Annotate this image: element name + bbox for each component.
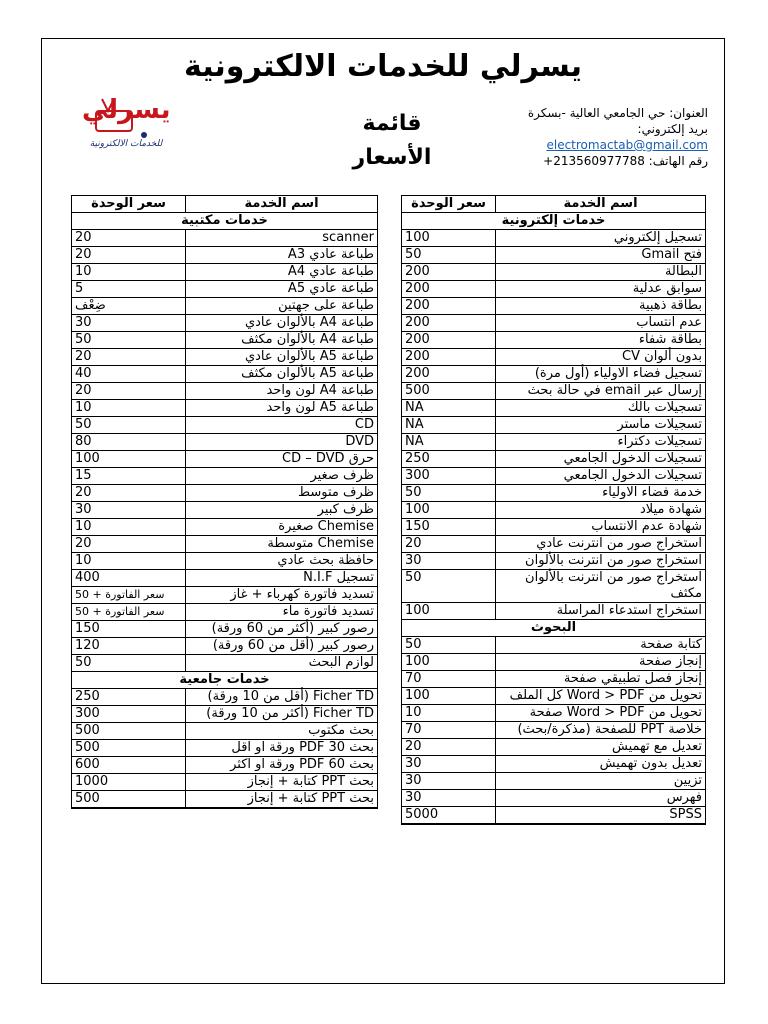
- contact-info: [488, 105, 708, 169]
- price-cell: 300: [402, 468, 496, 485]
- table-row: [72, 536, 378, 553]
- table-row: [72, 791, 378, 808]
- left-table-body: [72, 213, 378, 809]
- price-cell: 10: [72, 553, 186, 570]
- email-link[interactable]: electromactab@gmail.com: [546, 138, 708, 152]
- price-cell: 30: [402, 790, 496, 807]
- table-row: [402, 230, 706, 247]
- price-cell: 20: [72, 247, 186, 264]
- service-cell: خدمة فضاء الاولياء: [496, 485, 706, 502]
- table-row: [72, 315, 378, 332]
- service-cell: البطالة: [496, 264, 706, 281]
- section-header-row: [402, 213, 706, 230]
- service-cell: Ficher TD (أقل من 10 ورقة): [186, 689, 378, 706]
- price-cell: NA: [402, 434, 496, 451]
- table-row: [72, 655, 378, 672]
- price-cell: [402, 824, 496, 825]
- service-cell: [186, 808, 378, 809]
- table-row: [72, 332, 378, 349]
- table-row: [402, 824, 706, 825]
- table-row: [72, 587, 378, 604]
- service-cell: تعديل مع تهميش: [496, 739, 706, 756]
- price-cell: 50: [402, 637, 496, 654]
- table-row: [72, 349, 378, 366]
- service-cell: تسجيلات بالك: [496, 400, 706, 417]
- service-cell: بدون ألوان CV: [496, 349, 706, 366]
- service-cell: شهادة عدم الانتساب: [496, 519, 706, 536]
- service-cell: فتح Gmail: [496, 247, 706, 264]
- table-row: [72, 298, 378, 315]
- table-row: [72, 706, 378, 723]
- price-cell: 150: [402, 519, 496, 536]
- table-row: [72, 264, 378, 281]
- table-row: [402, 281, 706, 298]
- table-row: [72, 740, 378, 757]
- service-cell: سوابق عدلية: [496, 281, 706, 298]
- price-cell: 150: [72, 621, 186, 638]
- price-cell: 40: [72, 366, 186, 383]
- service-cell: كتابة صفحة: [496, 637, 706, 654]
- price-cell: 30: [402, 553, 496, 570]
- table-row: [402, 366, 706, 383]
- price-cell: 20: [72, 383, 186, 400]
- price-cell: 100: [402, 502, 496, 519]
- address-text: العنوان: حي الجامعي العالية -بسكرة: [527, 106, 708, 120]
- left-price-table: [71, 195, 378, 809]
- service-cell: بحث مكتوب: [186, 723, 378, 740]
- table-row: [402, 807, 706, 824]
- price-cell: 600: [72, 757, 186, 774]
- table-row: [72, 468, 378, 485]
- email-label: بريد إلكتروني:: [637, 122, 708, 136]
- service-cell: استخراج صور من انترنت بالألوان: [496, 553, 706, 570]
- table-row: [402, 383, 706, 400]
- service-cell: تزيين: [496, 773, 706, 790]
- section-title: خدمات مكتبية: [72, 213, 378, 230]
- header-price: سعر الوحدة: [72, 196, 186, 213]
- table-row: [72, 553, 378, 570]
- service-cell: تسجيل فضاء الاولياء (أول مرة): [496, 366, 706, 383]
- price-cell: 200: [402, 264, 496, 281]
- price-cell: 100: [402, 230, 496, 247]
- price-cell: 100: [72, 451, 186, 468]
- service-cell: طباعة عادي A4: [186, 264, 378, 281]
- price-cell: 300: [72, 706, 186, 723]
- table-row: [402, 417, 706, 434]
- service-cell: [496, 824, 706, 825]
- price-cell: 10: [402, 705, 496, 722]
- table-row: [72, 502, 378, 519]
- service-cell: لوازم البحث: [186, 655, 378, 672]
- section-header-row: [72, 672, 378, 689]
- service-cell: خلاصة PPT للصفحة (مذكرة/بحث): [496, 722, 706, 739]
- table-row: [72, 808, 378, 809]
- price-cell: 100: [402, 654, 496, 671]
- price-cell: NA: [402, 417, 496, 434]
- price-cell: 70: [402, 671, 496, 688]
- table-row: [72, 757, 378, 774]
- service-cell: طباعة على جهتين: [186, 298, 378, 315]
- service-cell: إنجاز صفحة: [496, 654, 706, 671]
- service-cell: Chemise متوسطة: [186, 536, 378, 553]
- phone-text: رقم الهاتف: 213560977788+: [543, 154, 708, 168]
- table-row: [402, 637, 706, 654]
- service-cell: تسديد فاتورة ماء: [186, 604, 378, 621]
- price-cell: 200: [402, 298, 496, 315]
- table-row: [72, 434, 378, 451]
- table-row: [402, 332, 706, 349]
- table-row: [402, 705, 706, 722]
- service-cell: ظرف كبير: [186, 502, 378, 519]
- price-cell: 50: [402, 570, 496, 603]
- table-row: [402, 298, 706, 315]
- price-cell: 80: [72, 434, 186, 451]
- table-row: [72, 689, 378, 706]
- service-cell: بحث PDF 60 ورقة او اكثر: [186, 757, 378, 774]
- right-price-table: [401, 195, 706, 825]
- price-cell: 70: [402, 722, 496, 739]
- price-cell: 100: [402, 688, 496, 705]
- header-service: اسم الخدمة: [496, 196, 706, 213]
- service-cell: تسجيلات ماستر: [496, 417, 706, 434]
- service-cell: ظرف متوسط: [186, 485, 378, 502]
- price-cell: 30: [402, 756, 496, 773]
- price-cell: 10: [72, 400, 186, 417]
- service-cell: تسجيل N.I.F: [186, 570, 378, 587]
- table-row: [72, 230, 378, 247]
- price-cell: 20: [72, 485, 186, 502]
- price-cell: 50: [72, 332, 186, 349]
- service-cell: بحث PDF 30 ورقة او اقل: [186, 740, 378, 757]
- table-row: [72, 519, 378, 536]
- section-title: خدمات جامعية: [72, 672, 378, 689]
- service-cell: CD: [186, 417, 378, 434]
- service-cell: تسجيل إلكتروني: [496, 230, 706, 247]
- service-cell: استخراج استدعاء المراسلة: [496, 603, 706, 620]
- price-cell: 30: [72, 315, 186, 332]
- price-cell: 200: [402, 332, 496, 349]
- header-price: سعر الوحدة: [402, 196, 496, 213]
- price-cell: 50: [402, 247, 496, 264]
- service-cell: طباعة A5 لون واحد: [186, 400, 378, 417]
- table-row: [402, 553, 706, 570]
- service-cell: رصور كبير (أكثر من 60 ورقة): [186, 621, 378, 638]
- table-row: [402, 315, 706, 332]
- table-row: [72, 451, 378, 468]
- price-cell: 120: [72, 638, 186, 655]
- service-cell: رصور كبير (أقل من 60 ورقة): [186, 638, 378, 655]
- price-cell: 20: [402, 739, 496, 756]
- service-cell: تسجيلات دكتراء: [496, 434, 706, 451]
- price-cell: 50: [402, 485, 496, 502]
- table-row: [72, 621, 378, 638]
- price-cell: 250: [402, 451, 496, 468]
- service-cell: تسجيلات الدخول الجامعي: [496, 451, 706, 468]
- service-cell: بحث PPT كتابة + إنجاز: [186, 791, 378, 808]
- table-row: [402, 756, 706, 773]
- price-cell: 100: [402, 603, 496, 620]
- table-row: [402, 451, 706, 468]
- service-cell: طباعة A5 بالألوان مكثف: [186, 366, 378, 383]
- service-cell: بطاقة ذهبية: [496, 298, 706, 315]
- price-cell: NA: [402, 400, 496, 417]
- price-cell: 200: [402, 315, 496, 332]
- table-row: [402, 773, 706, 790]
- service-cell: بطاقة شفاء: [496, 332, 706, 349]
- service-cell: استخراج صور من انترنت عادي: [496, 536, 706, 553]
- service-cell: تسجيلات الدخول الجامعي: [496, 468, 706, 485]
- table-row: [72, 723, 378, 740]
- table-row: [72, 281, 378, 298]
- service-cell: تسديد فاتورة كهرباء + غاز: [186, 587, 378, 604]
- table-row: [402, 570, 706, 603]
- price-cell: 250: [72, 689, 186, 706]
- price-cell: 50: [72, 655, 186, 672]
- service-cell: تحويل من Word > PDF كل الملف: [496, 688, 706, 705]
- price-cell: 30: [72, 502, 186, 519]
- table-row: [402, 349, 706, 366]
- service-cell: SPSS: [496, 807, 706, 824]
- table-row: [402, 434, 706, 451]
- price-cell: 5000: [402, 807, 496, 824]
- price-cell: 20: [72, 349, 186, 366]
- table-row: [72, 570, 378, 587]
- price-cell: 200: [402, 281, 496, 298]
- table-row: [402, 485, 706, 502]
- table-row: [72, 774, 378, 791]
- table-row: [402, 688, 706, 705]
- service-cell: طباعة عادي A5: [186, 281, 378, 298]
- service-cell: طباعة A4 بالألوان عادي: [186, 315, 378, 332]
- table-row: [402, 722, 706, 739]
- price-cell: [72, 808, 186, 809]
- table-row: [402, 654, 706, 671]
- section-title: البحوث: [402, 620, 706, 637]
- price-cell: 30: [402, 773, 496, 790]
- service-cell: ظرف صغير: [186, 468, 378, 485]
- price-cell: 50 + سعر الفاتورة: [72, 604, 186, 621]
- price-list-page: [41, 38, 725, 984]
- table-row: [72, 417, 378, 434]
- service-cell: scanner: [186, 230, 378, 247]
- price-cell: 15: [72, 468, 186, 485]
- service-cell: طباعة A4 بالألوان مكثف: [186, 332, 378, 349]
- price-cell: ضِعْف: [72, 298, 186, 315]
- price-cell: 20: [72, 230, 186, 247]
- table-row: [72, 604, 378, 621]
- table-row: [72, 366, 378, 383]
- logo-word: يسرلي: [82, 95, 171, 125]
- price-cell: 5: [72, 281, 186, 298]
- right-table-body: [402, 213, 706, 825]
- table-row: [402, 502, 706, 519]
- price-cell: 400: [72, 570, 186, 587]
- service-cell: عدم انتساب: [496, 315, 706, 332]
- section-title: خدمات إلكترونية: [402, 213, 706, 230]
- section-header-row: [402, 620, 706, 637]
- table-row: [72, 638, 378, 655]
- table-row: [402, 468, 706, 485]
- price-cell: 20: [402, 536, 496, 553]
- table-row: [402, 536, 706, 553]
- table-row: [402, 400, 706, 417]
- service-cell: حرق CD – DVD: [186, 451, 378, 468]
- table-row: [402, 264, 706, 281]
- service-cell: Chemise صغيرة: [186, 519, 378, 536]
- table-row: [72, 400, 378, 417]
- table-row: [402, 247, 706, 264]
- table-row: [402, 671, 706, 688]
- table-row: [402, 603, 706, 620]
- service-cell: طباعة A5 بالألوان عادي: [186, 349, 378, 366]
- price-cell: 10: [72, 519, 186, 536]
- service-cell: تعديل بدون تهميش: [496, 756, 706, 773]
- page-title: يسرلي للخدمات الالكترونية: [184, 49, 582, 84]
- service-cell: فهرس: [496, 790, 706, 807]
- service-cell: شهادة ميلاد: [496, 502, 706, 519]
- header-service: اسم الخدمة: [186, 196, 378, 213]
- table-row: [402, 519, 706, 536]
- service-cell: Ficher TD (أكثر من 10 ورقة): [186, 706, 378, 723]
- price-cell: 50: [72, 417, 186, 434]
- price-cell: 500: [72, 723, 186, 740]
- price-cell: 500: [72, 740, 186, 757]
- logo-subtitle: للخدمات الالكترونية: [89, 139, 163, 149]
- service-cell: تحويل من Word > PDF صفحة: [496, 705, 706, 722]
- table-row: [402, 790, 706, 807]
- service-cell: طباعة A4 لون واحد: [186, 383, 378, 400]
- service-cell: إنجاز فصل تطبيقي صفحة: [496, 671, 706, 688]
- service-cell: طباعة عادي A3: [186, 247, 378, 264]
- price-cell: 500: [402, 383, 496, 400]
- service-cell: حافظة بحث عادي: [186, 553, 378, 570]
- price-cell: 200: [402, 349, 496, 366]
- price-cell: 50 + سعر الفاتورة: [72, 587, 186, 604]
- service-cell: بحث PPT كتابة + إنجاز: [186, 774, 378, 791]
- table-row: [402, 739, 706, 756]
- table-row: [72, 485, 378, 502]
- service-cell: إرسال عبر email في حالة بحث: [496, 383, 706, 400]
- price-cell: 10: [72, 264, 186, 281]
- price-cell: 1000: [72, 774, 186, 791]
- menu-title: قائمة الأسعار: [352, 111, 432, 170]
- price-cell: 500: [72, 791, 186, 808]
- service-cell: DVD: [186, 434, 378, 451]
- section-header-row: [72, 213, 378, 230]
- company-logo: [80, 95, 172, 159]
- service-cell: استخراج صور من انترنت بالألوان مكثف: [496, 570, 706, 603]
- price-cell: 20: [72, 536, 186, 553]
- table-row: [72, 383, 378, 400]
- price-cell: 200: [402, 366, 496, 383]
- table-row: [72, 247, 378, 264]
